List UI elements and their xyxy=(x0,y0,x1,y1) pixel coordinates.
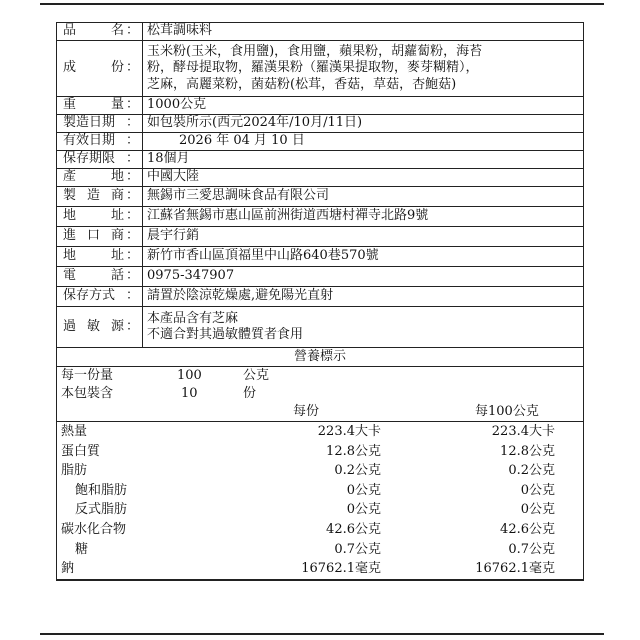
nutrition-table xyxy=(57,348,583,580)
per-serving-value: 0 xyxy=(346,482,355,498)
colon: ： xyxy=(125,169,139,185)
info-key-text xyxy=(63,23,124,39)
per-100g-unit: 公克 xyxy=(529,541,556,557)
product-label xyxy=(56,22,584,581)
colon: ： xyxy=(125,248,139,264)
info-row xyxy=(57,207,583,227)
info-value xyxy=(143,97,583,114)
info-key xyxy=(57,227,143,246)
info-key xyxy=(57,41,143,96)
info-key-text xyxy=(63,60,124,76)
info-value xyxy=(143,307,583,347)
nutrient-name: 鈉 xyxy=(61,561,75,577)
info-value xyxy=(143,115,583,132)
info-key-char: 敏 xyxy=(86,318,100,334)
nutrient-name: 碳水化合物 xyxy=(61,521,127,537)
info-key-char: 保存方式 xyxy=(63,288,116,304)
colon: ： xyxy=(125,23,139,39)
info-key-char: 口 xyxy=(86,228,100,244)
per-serving-unit: 公克 xyxy=(355,502,382,518)
per-100g-unit: 大卡 xyxy=(529,424,556,439)
info-value xyxy=(143,287,583,306)
info-key xyxy=(57,207,143,226)
per-serving-unit: 大卡 xyxy=(355,424,382,439)
info-value xyxy=(143,247,583,266)
nutrition-rows xyxy=(57,422,583,579)
info-value-line: 1000公克 xyxy=(147,97,207,113)
info-row xyxy=(57,41,583,97)
info-value-line: 不適合對其過敏體質者食用 xyxy=(147,327,304,342)
colon: ： xyxy=(125,268,139,284)
info-row xyxy=(57,169,583,187)
per-100g-value: 16762.1 xyxy=(475,561,529,577)
per-100g-value: 0 xyxy=(520,482,529,498)
serving-size-row xyxy=(57,367,583,385)
info-key xyxy=(57,267,143,286)
info-key-text xyxy=(63,151,124,167)
info-key xyxy=(57,287,143,306)
info-value xyxy=(143,187,583,206)
info-value-line: 松茸調味料 xyxy=(147,23,213,39)
info-key-char: 址 xyxy=(110,248,124,264)
nutrient-name: 蛋白質 xyxy=(61,443,101,459)
info-value-line: 中國大陸 xyxy=(147,169,200,185)
per-serving-value: 0.7 xyxy=(334,541,355,557)
info-key-char: 製 xyxy=(63,188,77,204)
nutrient-name: 飽和脂肪 xyxy=(75,482,128,498)
colon: ： xyxy=(125,97,139,113)
info-key-char: 量 xyxy=(110,97,124,113)
nutrient-name: 熱量 xyxy=(61,424,88,439)
info-key-char: 進 xyxy=(63,228,77,244)
colon: ： xyxy=(125,208,139,224)
info-row xyxy=(57,287,583,307)
nutrition-row xyxy=(57,500,583,520)
info-key xyxy=(57,133,143,150)
per-serving-unit: 公克 xyxy=(355,521,382,537)
info-row xyxy=(57,247,583,267)
per-100g-unit: 公克 xyxy=(529,482,556,498)
info-value-line: 0975-347907 xyxy=(147,268,235,284)
info-key-text xyxy=(63,115,124,131)
info-key xyxy=(57,169,143,186)
nutrient-name: 反式脂肪 xyxy=(75,502,128,518)
info-key-char: 電 xyxy=(63,268,77,284)
colon: ： xyxy=(125,133,139,149)
info-key-char: 址 xyxy=(110,208,124,224)
info-value xyxy=(143,151,583,168)
per-serving-value: 12.8 xyxy=(326,443,355,459)
info-value-line: 芝麻，高麗菜粉，菌菇粉(松茸，香菇，草菇，杏鮑菇) xyxy=(147,76,457,92)
info-key-char: 名 xyxy=(110,23,124,39)
per-serving-value: 223.4 xyxy=(317,424,355,439)
per-serving-value: 16762.1 xyxy=(301,561,355,577)
info-key-text xyxy=(63,169,124,185)
per-serving-unit: 公克 xyxy=(355,443,382,459)
colon: ： xyxy=(125,188,139,204)
per-100g-unit: 公克 xyxy=(529,463,556,479)
top-rule xyxy=(40,3,604,5)
info-value-line: 無錫市三愛思調味食品有限公司 xyxy=(147,188,330,204)
info-key-char: 商 xyxy=(110,188,124,204)
info-key-text xyxy=(63,97,124,113)
colon: ： xyxy=(125,288,139,304)
per-100g-unit: 公克 xyxy=(529,521,556,537)
info-key-text xyxy=(63,288,124,304)
per-100g-unit: 公克 xyxy=(529,443,556,459)
nutrient-name: 脂肪 xyxy=(61,463,88,479)
nutrition-column-header xyxy=(57,403,583,422)
info-row xyxy=(57,187,583,207)
info-key-char: 品 xyxy=(63,23,77,39)
info-value xyxy=(143,267,583,286)
info-key xyxy=(57,247,143,266)
info-value-line: 玉米粉(玉米，食用鹽)，食用鹽，蘋果粉，胡蘿蔔粉，海苔 xyxy=(147,44,483,60)
info-value-line: 新竹市香山區頂福里中山路640巷570號 xyxy=(147,248,379,264)
info-value xyxy=(143,23,583,40)
per-100g-unit: 毫克 xyxy=(529,561,556,577)
info-key-char: 有效日期 xyxy=(63,133,116,149)
per-100g-unit: 公克 xyxy=(529,502,556,518)
nutrition-row xyxy=(57,481,583,501)
per-serving-value: 42.6 xyxy=(326,521,355,537)
info-value-line: 晨宇行銷 xyxy=(147,228,200,244)
info-key xyxy=(57,23,143,40)
info-value-line: 粉，酵母提取物，羅漢果粉（羅漢果提取物，麥芽糊精）， xyxy=(147,60,479,76)
info-row xyxy=(57,267,583,287)
nutrition-row xyxy=(57,461,583,481)
info-key-char: 話 xyxy=(110,268,124,284)
servings-row xyxy=(57,385,583,403)
per-serving-unit: 公克 xyxy=(355,482,382,498)
nutrition-row xyxy=(57,540,583,560)
info-key-char: 製造日期 xyxy=(63,115,116,131)
nutrition-title: 營養標示 xyxy=(57,348,583,367)
col-per-serving: 每份 xyxy=(293,404,320,419)
per-100g-value: 0 xyxy=(520,502,529,518)
info-value-line: 江蘇省無錫市惠山區前洲街道西塘村禪寺北路9號 xyxy=(147,208,429,224)
info-key-char: 地 xyxy=(63,208,77,224)
info-row xyxy=(57,151,583,169)
colon: ： xyxy=(125,228,139,244)
servings-value: 10 xyxy=(181,386,198,401)
info-key-text xyxy=(63,268,124,284)
nutrient-name: 糖 xyxy=(75,541,89,557)
info-value-line: 18個月 xyxy=(147,151,190,167)
info-key-char: 地 xyxy=(63,248,77,264)
info-value-line: 2026 年 04 月 10 日 xyxy=(179,133,305,149)
info-value-line: 如包裝所示(西元2024年/10月/11日) xyxy=(147,115,363,131)
col-per-100g: 每100公克 xyxy=(475,404,539,419)
info-key xyxy=(57,151,143,168)
info-key-text xyxy=(63,208,124,224)
colon: ： xyxy=(125,60,139,76)
bottom-rule xyxy=(40,633,604,635)
serving-size-value: 100 xyxy=(177,368,202,383)
info-key-char: 重 xyxy=(63,97,77,113)
colon: ： xyxy=(125,318,139,334)
info-key-text xyxy=(63,248,124,264)
info-key-text xyxy=(63,188,124,204)
per-100g-value: 12.8 xyxy=(500,443,529,459)
info-value xyxy=(143,169,583,186)
info-row xyxy=(57,115,583,133)
info-key-char: 成 xyxy=(63,60,77,76)
info-table xyxy=(57,23,583,348)
per-serving-unit: 公克 xyxy=(355,541,382,557)
nutrition-row xyxy=(57,442,583,462)
info-key-char: 地 xyxy=(110,169,124,185)
per-100g-value: 0.7 xyxy=(508,541,529,557)
info-key xyxy=(57,187,143,206)
servings-unit: 份 xyxy=(243,386,257,401)
info-row xyxy=(57,97,583,115)
colon: ： xyxy=(125,115,139,131)
info-row xyxy=(57,307,583,348)
info-key-char: 過 xyxy=(63,318,77,334)
info-row xyxy=(57,133,583,151)
nutrition-row xyxy=(57,520,583,540)
info-value xyxy=(143,41,583,96)
info-key-char: 商 xyxy=(110,228,124,244)
per-serving-unit: 毫克 xyxy=(355,561,382,577)
servings-label: 本包裝含 xyxy=(61,386,114,401)
per-100g-value: 223.4 xyxy=(491,424,529,439)
info-value-line: 本產品含有芝麻 xyxy=(147,310,239,326)
colon: ： xyxy=(125,151,139,167)
serving-size-unit: 公克 xyxy=(243,368,270,383)
info-key-text xyxy=(63,319,124,335)
info-key xyxy=(57,115,143,132)
per-100g-value: 42.6 xyxy=(500,521,529,537)
info-value xyxy=(143,133,583,150)
info-value xyxy=(143,227,583,246)
per-100g-value: 0.2 xyxy=(508,463,529,479)
info-row xyxy=(57,227,583,247)
info-key xyxy=(57,307,143,347)
info-value-line: 請置於陰涼乾燥處,避免陽光直射 xyxy=(147,288,334,304)
per-serving-value: 0 xyxy=(346,502,355,518)
nutrition-row xyxy=(57,422,583,442)
per-serving-value: 0.2 xyxy=(334,463,355,479)
info-key-char: 保存期限 xyxy=(63,151,116,167)
info-key-char: 源 xyxy=(110,318,124,334)
info-key-text xyxy=(63,133,124,149)
nutrition-row xyxy=(57,559,583,579)
info-key xyxy=(57,97,143,114)
info-row xyxy=(57,23,583,41)
info-key-char: 產 xyxy=(63,169,77,185)
per-serving-unit: 公克 xyxy=(355,463,382,479)
info-value xyxy=(143,207,583,226)
info-key-text xyxy=(63,228,124,244)
info-key-char: 份 xyxy=(110,60,124,76)
serving-size-label: 每一份量 xyxy=(61,368,114,383)
info-key-char: 造 xyxy=(86,188,100,204)
